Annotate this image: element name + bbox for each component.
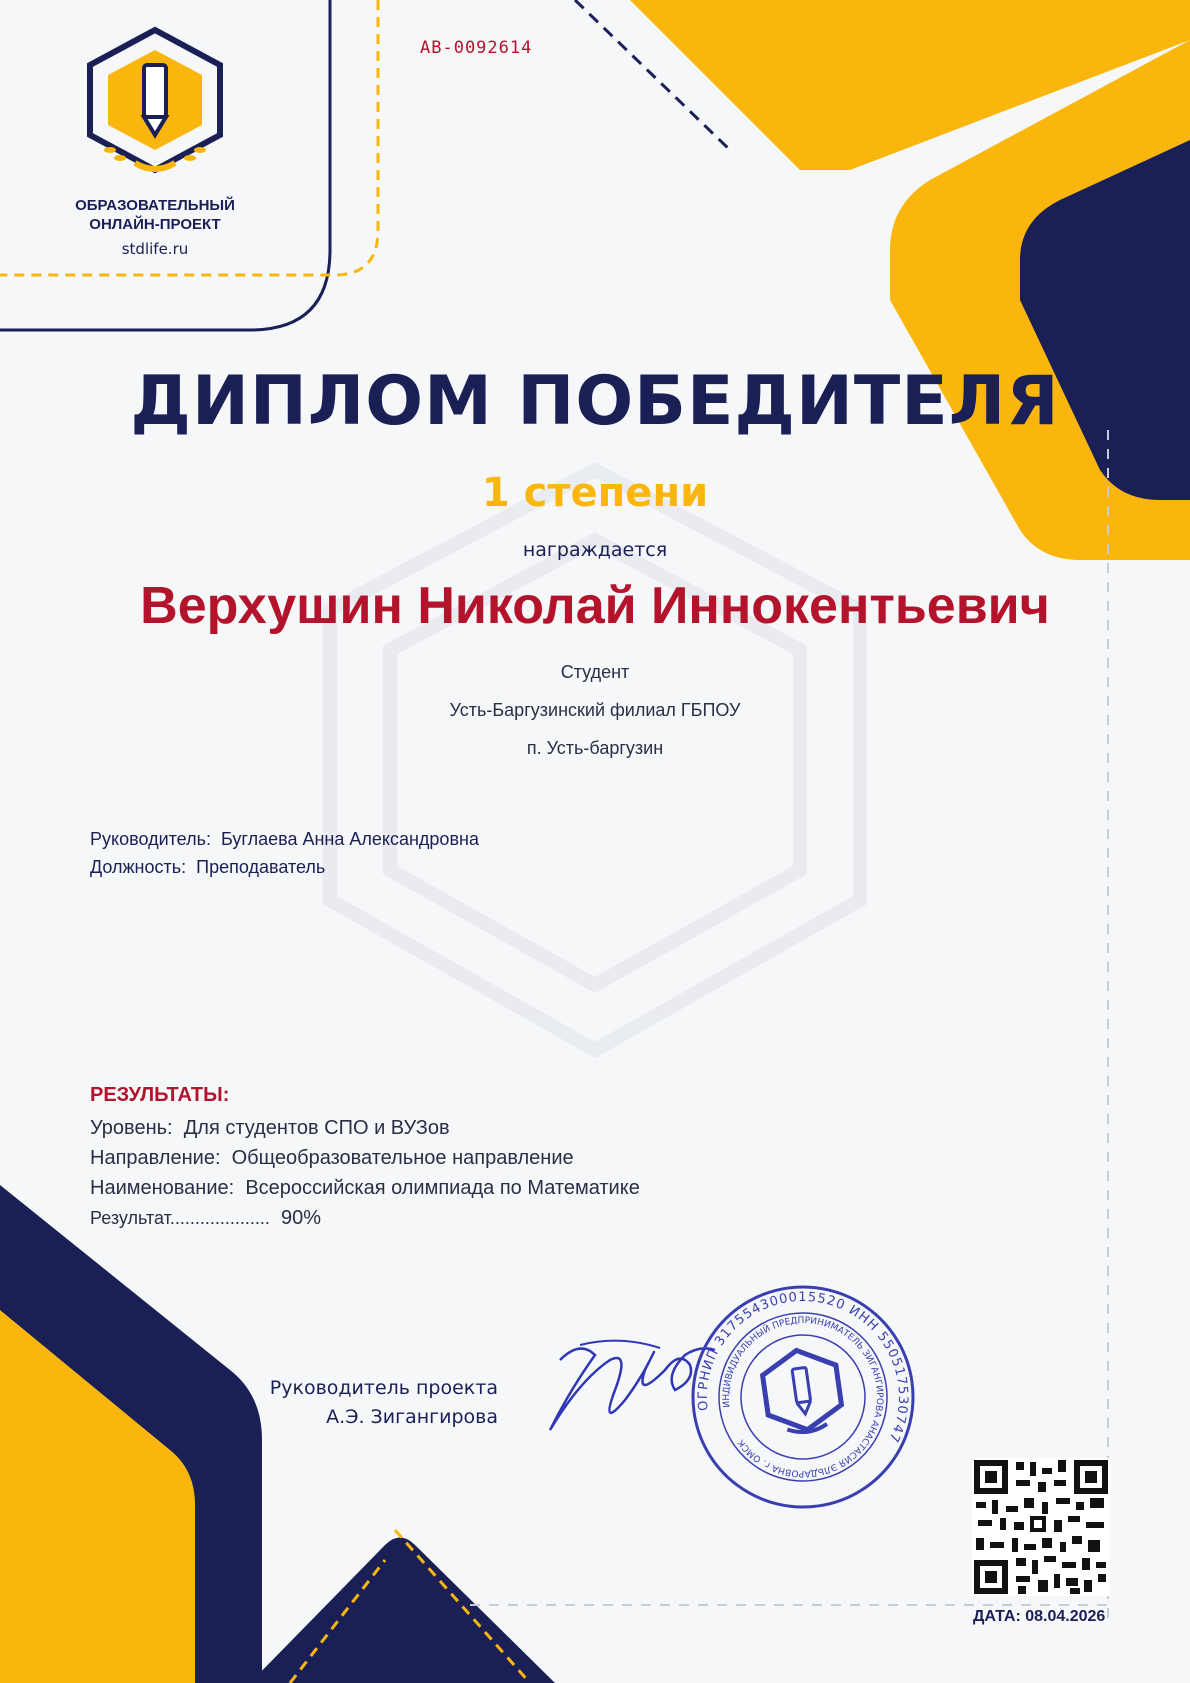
diploma-title: ДИПЛОМ ПОБЕДИТЕЛЯ (130, 362, 1060, 441)
diploma-degree: 1 степени (481, 470, 709, 516)
stamp-outer-text: ОГРНИП 317554300015520 ИНН 550517530747 (695, 1289, 911, 1446)
issue-date: ДАТА: 08.04.2026 (973, 1608, 1106, 1625)
level-label: Уровень: (90, 1117, 173, 1139)
result-level (90, 1117, 450, 1140)
qr-code-icon (972, 1458, 1110, 1596)
direction-value: Общеобразовательное направление (231, 1147, 574, 1169)
result-direction (90, 1147, 574, 1170)
logo-line1: ОБРАЗОВАТЕЛЬНЫЙ (75, 197, 235, 214)
result-score (90, 1207, 321, 1230)
supervisor-label: Руководитель: (90, 829, 211, 849)
signer-name: А.Э. Зигангирова (326, 1406, 498, 1428)
result-name (90, 1177, 640, 1200)
awarded-label: награждается (522, 539, 668, 561)
recipient-name: Верхушин Николай Иннокентьевич (140, 577, 1050, 635)
logo-url: stdlife.ru (121, 240, 189, 258)
signer-role: Руководитель проекта (269, 1377, 498, 1399)
svg-text:ОГРНИП 317554300015520 ИНН 550 (688, 1282, 918, 1472)
recipient-status: Студент (560, 662, 630, 682)
recipient-locality: п. Усть-баргузин (526, 738, 664, 758)
score-label: Результат.................... (90, 1208, 270, 1228)
document-id: АВ-0092614 (420, 38, 533, 58)
official-stamp (688, 1282, 918, 1512)
svg-text:ИНДИВИДУАЛЬНЫЙ ПРЕДПРИНИМАТЕЛЬ (711, 1305, 894, 1488)
position-line (90, 857, 325, 878)
results-heading: РЕЗУЛЬТАТЫ: (90, 1084, 230, 1106)
name-value: Всероссийская олимпиада по Математике (245, 1177, 640, 1199)
position-value: Преподаватель (196, 857, 326, 877)
logo-line2: ОНЛАЙН-ПРОЕКТ (89, 216, 221, 233)
direction-label: Направление: (90, 1147, 221, 1169)
score-value: 90% (281, 1207, 322, 1229)
stamp-inner-text: ИНДИВИДУАЛЬНЫЙ ПРЕДПРИНИМАТЕЛЬ ЗИГАНГИРОВА АНАСТАСИЯ ЭЛЬДАРОВНА г. ОМСК (721, 1315, 885, 1479)
logo-title (60, 196, 250, 234)
supervisor-name: Буглаева Анна Александровна (220, 829, 479, 849)
supervisor-line (90, 829, 479, 850)
level-value: Для студентов СПО и ВУЗов (183, 1117, 450, 1139)
pencil-hexagon-icon (80, 25, 230, 185)
position-label: Должность: (90, 857, 187, 877)
name-label: Наименование: (90, 1177, 235, 1199)
recipient-organization: Усть-Баргузинский филиал ГБПОУ (449, 700, 741, 720)
